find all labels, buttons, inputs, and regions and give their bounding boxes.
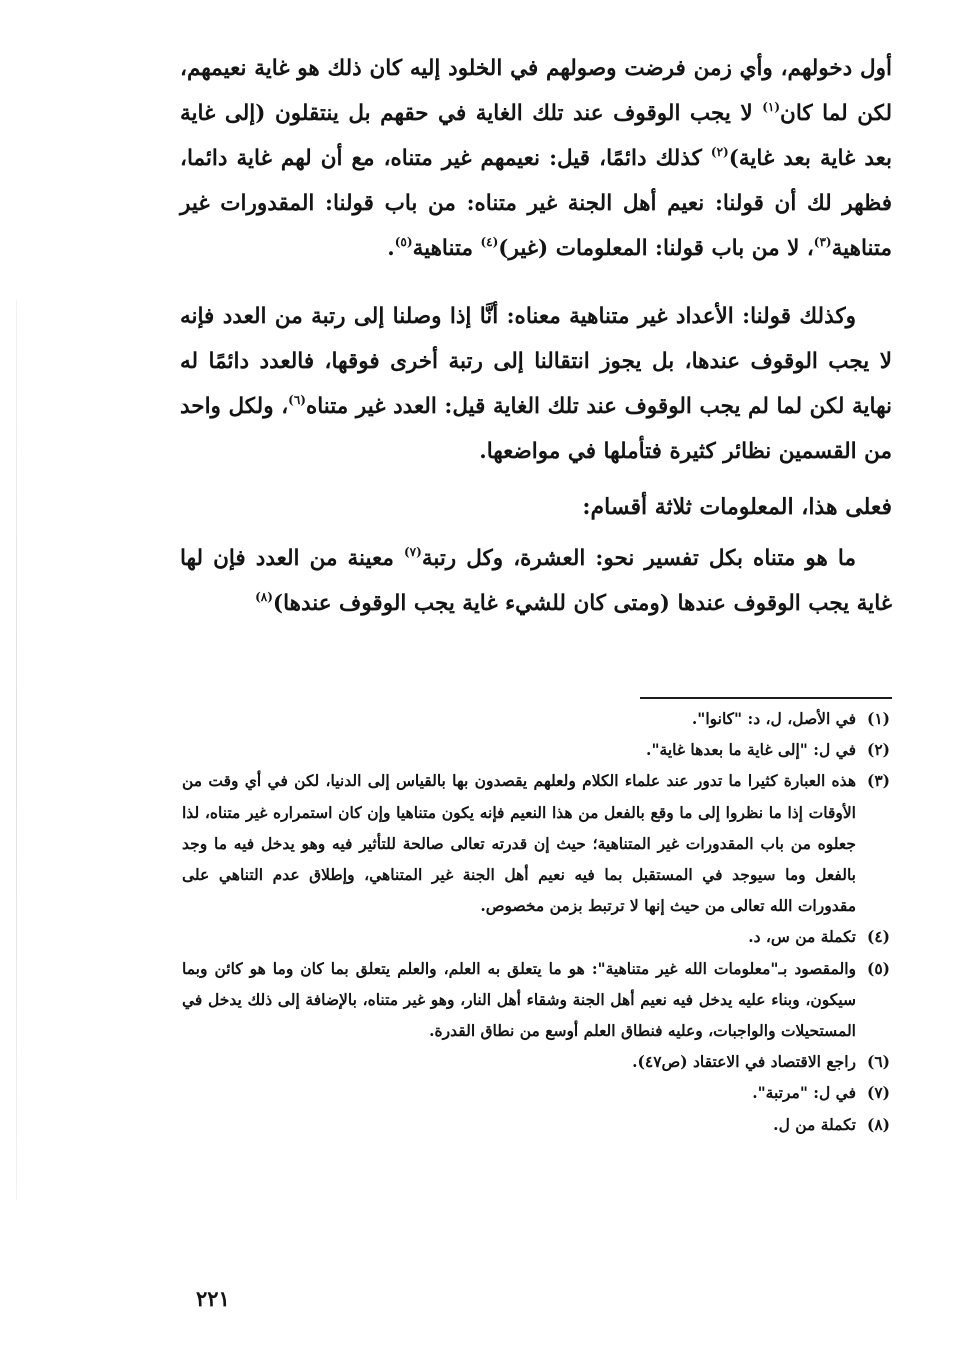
- paragraph-1: [180, 46, 892, 271]
- footnote-ref-4[interactable]: (٤): [480, 235, 499, 249]
- footnote-4: [182, 921, 890, 952]
- footnote-number: (٢): [866, 740, 890, 760]
- text-run: ، لا من باب قولنا: المعلومات (غير): [498, 236, 814, 261]
- footnote-2: [182, 734, 890, 765]
- footnote-number: (٣): [866, 771, 890, 791]
- text-run: : العشرة، وكل رتبة: [421, 546, 604, 571]
- footnote-1: [182, 703, 890, 734]
- text-run: متناهية: [412, 236, 481, 261]
- bold-lead: ما هو متناه بكل تفسير نحو: [603, 546, 857, 571]
- footnote-text: تكملة من س، د.: [748, 927, 856, 947]
- text-run: معينة من العدد فإن لها غاية يجب الوقوف عندها (ومتى كان للشيء غاية يجب الوقوف عندها): [180, 546, 892, 616]
- footnote-8: [182, 1109, 890, 1140]
- scan-edge-shadow: [16, 300, 17, 1200]
- footnote-ref-3[interactable]: (٣): [813, 235, 832, 249]
- main-text: [180, 46, 892, 626]
- footnote-text: تكملة من ل.: [773, 1114, 856, 1134]
- text-run: وكذلك قولنا: الأعداد غير متناهية معناه: أنَّا إذا وصلنا إلى رتبة من العدد فإنه لا يجب الوقوف عندها، بل يجوز انتقالنا إلى رتبة أخرى فوقها، فالعدد دائمًا له نهاية لكن لما لم يجب الوقوف عند تلك الغاية قيل: العدد غير متناه: [180, 304, 892, 419]
- footnote-text: في ل: "إلى غاية ما بعدها غاية".: [646, 740, 856, 760]
- page-number: ٢٢١: [196, 1286, 230, 1311]
- footnote-7: [182, 1077, 890, 1108]
- footnote-ref-1[interactable]: (١): [762, 100, 781, 114]
- footnote-text: في الأصل، ل، د: "كانوا".: [691, 709, 856, 728]
- footnotes-section: [182, 703, 890, 1140]
- footnote-text: والمقصود بـ"معلومات الله غير متناهية": هو ما يتعلق به العلم، والعلم يتعلق بما كان وما هو كائن وبما سيكون، وبناء عليه يدخل فيه نعيم أهل الجنة وشقاء أهل النار، وهو غير متناه، بالإضافة إلى ذلك يدخل في المستحيلات والواجبات، وعليه فنطاق العلم أوسع من نطاق القدرة.: [182, 958, 856, 1041]
- footnote-ref-7[interactable]: (٧): [403, 545, 422, 559]
- paragraph-2: [180, 294, 892, 474]
- footnote-ref-2[interactable]: (٢): [710, 145, 729, 159]
- footnote-ref-6[interactable]: (٦): [288, 393, 306, 407]
- footnote-number: (٦): [866, 1052, 890, 1072]
- footnote-ref-8[interactable]: (٨): [255, 590, 273, 604]
- footnote-number: (٥): [866, 958, 890, 978]
- paragraph-3: [180, 536, 892, 626]
- footnote-number: (٧): [866, 1083, 890, 1103]
- text-run: لا يجب الوقوف عند تلك الغاية في حقهم بل ينتقلون (إلى غاية بعد غاية بعد غاية): [180, 101, 892, 171]
- footnote-6: [182, 1046, 890, 1077]
- footnote-5: [182, 953, 890, 1047]
- footnote-number: (١): [866, 709, 890, 728]
- footnote-number: (٤): [866, 927, 890, 947]
- footnote-ref-5[interactable]: (٥): [394, 235, 413, 249]
- footnote-number: (٨): [866, 1114, 890, 1134]
- text-run: ، ولكل واحد من القسمين نظائر كثيرة فتأملها في مواضعها.: [180, 394, 892, 464]
- footnote-text: في ل: "مرتبة".: [752, 1083, 856, 1103]
- text-run: أول دخولهم، وأي زمن فرضت وصولهم في الخلود إليه كان ذلك هو غاية نعيمهم، لكن لما كان: [180, 56, 892, 126]
- text-run: كذلك دائمًا، قيل: نعيمهم غير متناه، مع أن لهم غاية دائما، فظهر لك أن قولنا: نعيم أهل الجنة غير متناه: من باب قولنا: المقدورات غير متناهية: [180, 146, 892, 261]
- section-heading: فعلى هذا، المعلومات ثلاثة أقسام:: [582, 494, 892, 520]
- footnote-separator: [640, 697, 892, 699]
- footnote-text: راجع الاقتصاد في الاعتقاد (ص٤٧).: [632, 1052, 856, 1072]
- footnote-text: هذه العبارة كثيرا ما تدور عند علماء الكلام ولعلهم يقصدون بها بالقياس إلى الدنيا، لكن في أي وقت من الأوقات إذا ما نظروا إلى ما وقع بالفعل من هذا النعيم فإنه يكون متناهيا وإن كان استمراره غير متناه، لذا جعلوه من باب المقدورات غير المتناهية؛ حيث إن قدرته تعالى صالحة للتأثير فيه وهو يدخل فيه ما وجد بالفعل وما سيوجد في المستقبل بما فيه نعيم أهل الجنة غير المتناهي، وإطلاق عدم التناهي على مقدورات الله تعالى من حيث إنها لا ترتبط بزمن مخصوص.: [182, 771, 856, 916]
- footnote-3: [182, 765, 890, 921]
- text-run: .: [387, 236, 395, 261]
